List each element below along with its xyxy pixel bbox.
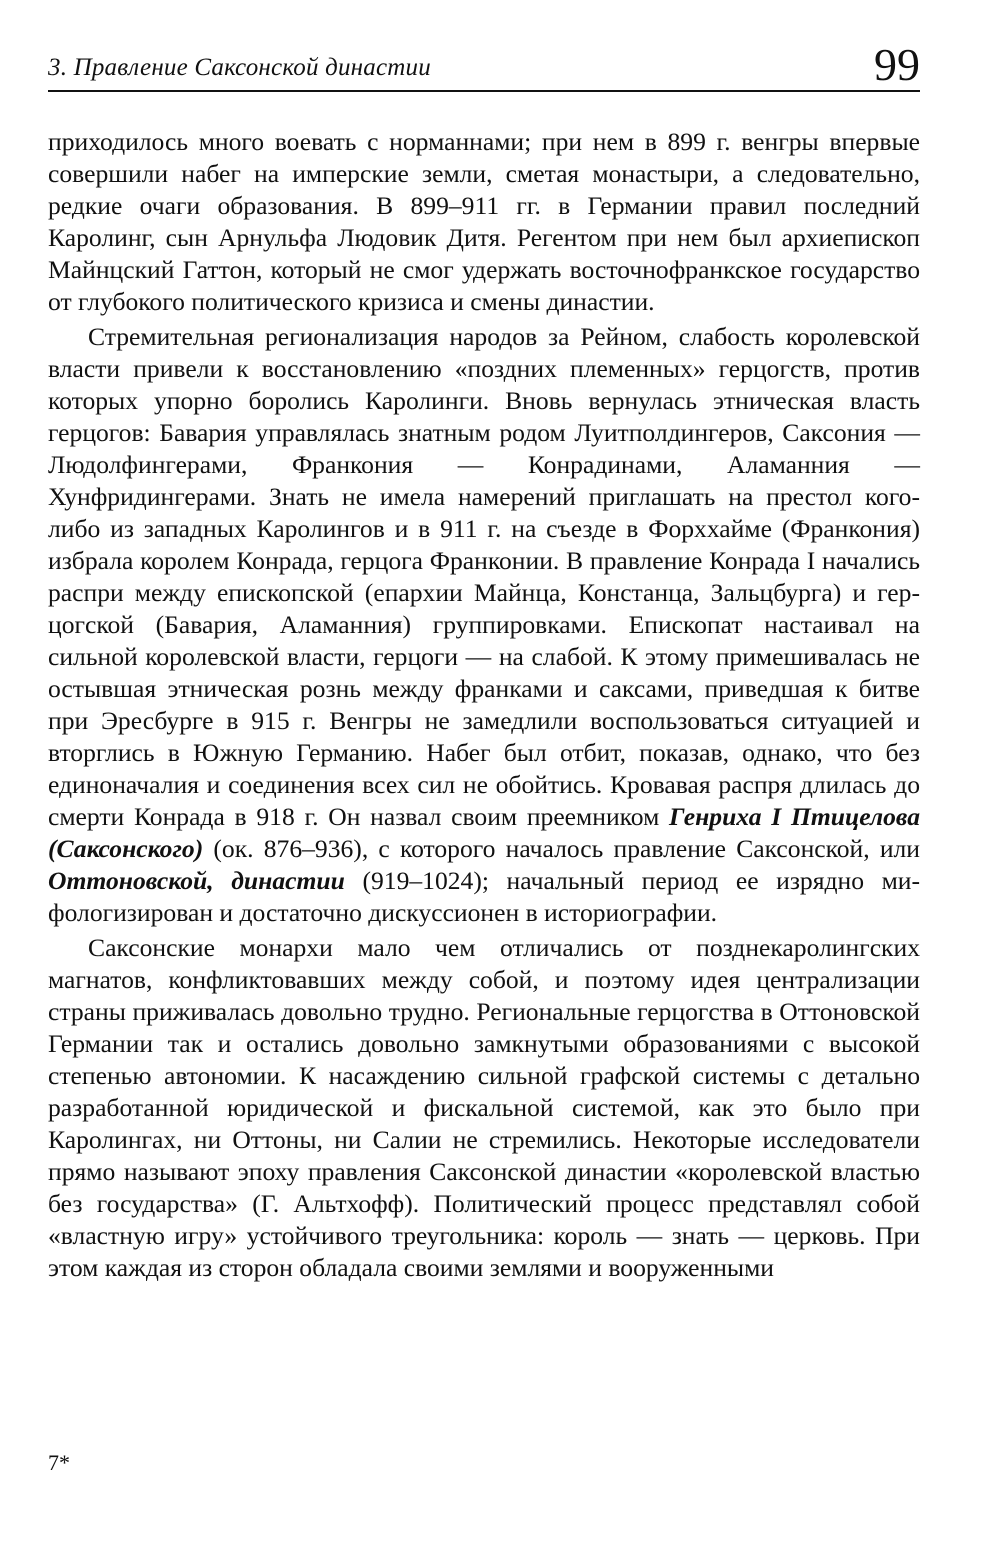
page-number: 99	[874, 39, 920, 90]
paragraph-3: Саксонские монархи мало чем отличались от позднекаролингских магнатов, конфликтовавших между собой, и поэтому идея централизации страны приживалась довольно трудно. Региональные герцогства в Оттоновской Германии так и остались довольно замкнутыми образованиями с высокой степенью автономии. К насаждению сильной графской системы с детально разработанной юридической и фискальной системой, как это было при Каролингах, ни Оттоны, ни Салии не стремились. Некоторые исследователи прямо называют эпоху правления Саксонской династии «королевской властью без государства» (Г. Альтхофф). Политический процесс представлял собой «властную игру» устойчивого треугольника: король — знать — церковь. При этом каждая из сторон обладала своими землями и вооруженными	[48, 933, 920, 1282]
paragraph-2-text-3: (919–1024); начальный период ее изрядно мифологизирован и достаточно дискуссионен в историографии.	[48, 866, 921, 927]
emphasis-ottonian-dynasty: Оттоновской, династии	[48, 866, 345, 895]
emphasis-henry-the-fowler: Генриха I Птицелова (Саксонского)	[48, 802, 920, 863]
paragraph-1: приходилось много воевать с норманнами; при нем в 899 г. венгры впервые совершили набег на имперские земли, сметая монастыри, а следовательно, редкие очаги образования. В 899–911 гг. в Германии правил последний Каролинг, сын Арнульфа Людовик Дитя. Регентом при нем был архиепископ Майнцский Гаттон, который не смог удержать восточнофранкское государство от глубокого политического кризиса и смены династии.	[48, 127, 920, 316]
signature-mark: 7*	[48, 1450, 70, 1475]
body-text	[48, 126, 920, 1284]
book-page	[48, 38, 920, 1287]
paragraph-2-text-1: Стремительная регионализация народов за Рейном, слабость королевской власти привели к восстановлению «поздних племенных» герцогств, против которых упорно боролись Каролинги. Вновь вернулась этническая власть герцогов: Бавария управлялась знатным родом Луитполдингеров, Саксония — Людолфингерами, Франкония — Конрадинами, Аламанния — Хунфридингерами. Знать не имела намерений приглашать на престол кого-либо из западных Каролингов и в 911 г. на съезде в Форххайме (Франкония) избрала королем Конрада, герцога Франконии. В правление Конрада I начались распри между епископской (епархии Майнца, Констанца, Зальцбурга) и герцогской (Бавария, Аламанния) группировками. Епископат настаивал на сильной королевской власти, герцоги — на слабой. К этому примешивалась не остывшая этническая рознь между франками и саксами, приведшая к битве при Эресбурге в 915 г. Венгры не замедлили воспользоваться ситуацией и вторглись в Южную Германию. Набег был отбит, показав, однако, что без единоначалия и соединения всех сил не обойтись. Кровавая распря длилась до смерти Конрада в 918 г. Он назвал своим преемником	[48, 322, 920, 831]
paragraph-2-text-2: (ок. 876–936), с которого началось правление Саксонской, или	[203, 834, 920, 863]
running-header	[48, 38, 920, 92]
paragraph-2	[48, 321, 920, 929]
chapter-title: 3. Правление Саксонской династии	[48, 54, 431, 81]
